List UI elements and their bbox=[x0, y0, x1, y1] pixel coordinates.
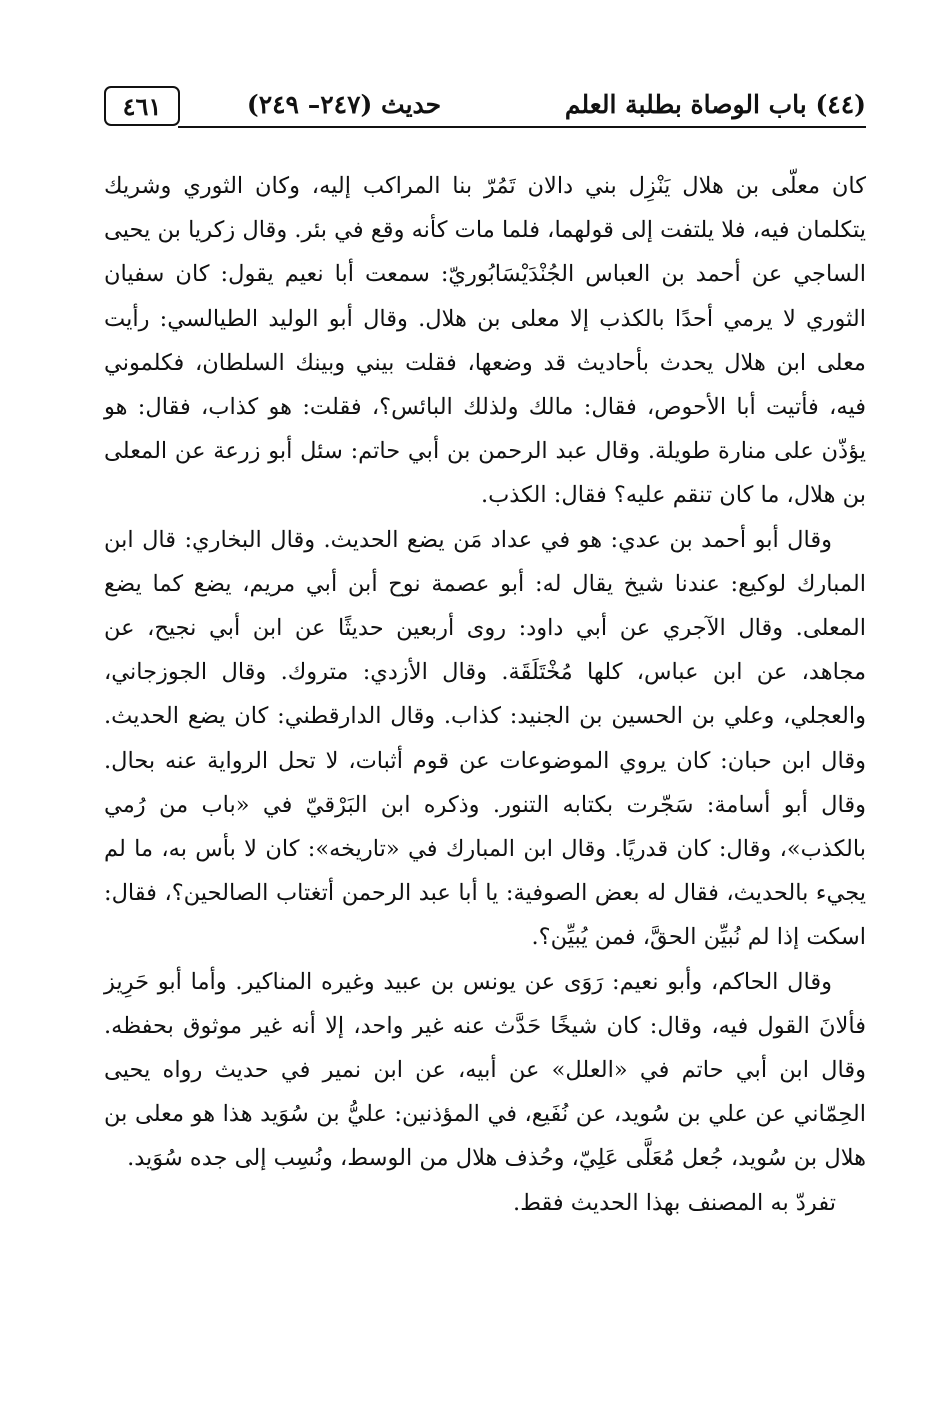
header-divider bbox=[178, 126, 866, 128]
paragraph-3: وقال الحاكم، وأبو نعيم: رَوَى عن يونس بن عبيد وغيره المناكير. وأما أبو حَرِيز فألانَ القول فيه، وقال: كان شيخًا حَدَّث عنه غير واحد، إلا أنه غير موثوق بحفظه. وقال ابن أبي حاتم في «العلل» عن أبيه، عن ابن نمير في حديث رواه يحيى الحِمّاني عن علي بن سُويد، عن نُفَيع، في المؤذنين: عليُّ بن سُوَيد هذا هو معلى بن هلال بن سُويد، جُعل مُعَلَّى عَلِيّ، وحُذف هلال من الوسط، ونُسِب إلى جده سُوَيد. bbox=[104, 968, 866, 1172]
paragraph-2: وقال أبو أحمد بن عدي: هو في عداد مَن يضع الحديث. وقال البخاري: قال ابن المبارك لوكيع: عندنا شيخ يقال له: أبو عصمة نوح أبن أبي مريم، يضع كما يضع المعلى. وقال الآجري عن أبي داود: روى أربعين حديثًا عن ابن أبي نجيح، عن مجاهد، عن ابن عباس، كلها مُخْتَلَقَة. وقال الأزدي: متروك. وقال الجوزجاني، والعجلي، وعلي بن الحسين بن الجنيد: كذاب. وقال الدارقطني: كان يضع الحديث. وقال ابن حبان: كان يروي الموضوعات عن قوم أثبات، لا تحل الرواية عنه بحال. وقال أبو أسامة: سَجّرت بكتابه التنور. وذكره ابن البَرْقيّ في «باب من رُمي بالكذب»، وقال: كان قدريًا. وقال ابن المبارك في «تاريخه»: كان لا بأس به، ما لم يجيء بالحديث، فقال له بعض الصوفية: يا أبا عبد الرحمن أتغتاب الصالحين؟، فقال: اسكت إذا لم نُبيِّن الحقَّ، فمن يُبيِّن؟. bbox=[104, 526, 867, 951]
hadith-range: حديث (٢٤٧– ٢٤٩) bbox=[246, 90, 442, 119]
closing-line: تفردّ به المصنف بهذا الحديث فقط. bbox=[512, 1189, 836, 1216]
page-number: ٤٦١ bbox=[104, 86, 180, 126]
paragraph-1: كان معلّى بن هلال يَنْزِل بني دالان تَمُرّ بنا المراكب إليه، وكان الثوري وشريك يتكلمان فيه، فلا يلتفت إلى قولهما، فلما مات كأنه وقع في بئر. وقال زكريا بن يحيى الساجي عن أحمد بن العباس الجُنْدَيْسَابُوريّ: سمعت أبا نعيم يقول: كان سفيان الثوري لا يرمي أحدًا بالكذب إلا معلى بن هلال. وقال أبو الوليد الطيالسي: رأيت معلى ابن هلال يحدث بأحاديث قد وضعها، فقلت بيني وبينك السلطان، فكلموني فيه، فأتيت أبا الأحوص، فقال: مالك ولذلك البائس؟، فقلت: هو كذاب، فقال: هو يؤذّن على منارة طويلة. وقال عبد الرحمن بن أبي حاتم: سئل أبو زرعة عن المعلى بن هلال، ما كان تنقم عليه؟ فقال: الكذب. bbox=[104, 173, 866, 509]
page-header bbox=[104, 86, 866, 134]
body-text bbox=[104, 164, 866, 1225]
chapter-title: (٤٤) باب الوصاة بطلبة العلم bbox=[564, 90, 866, 119]
